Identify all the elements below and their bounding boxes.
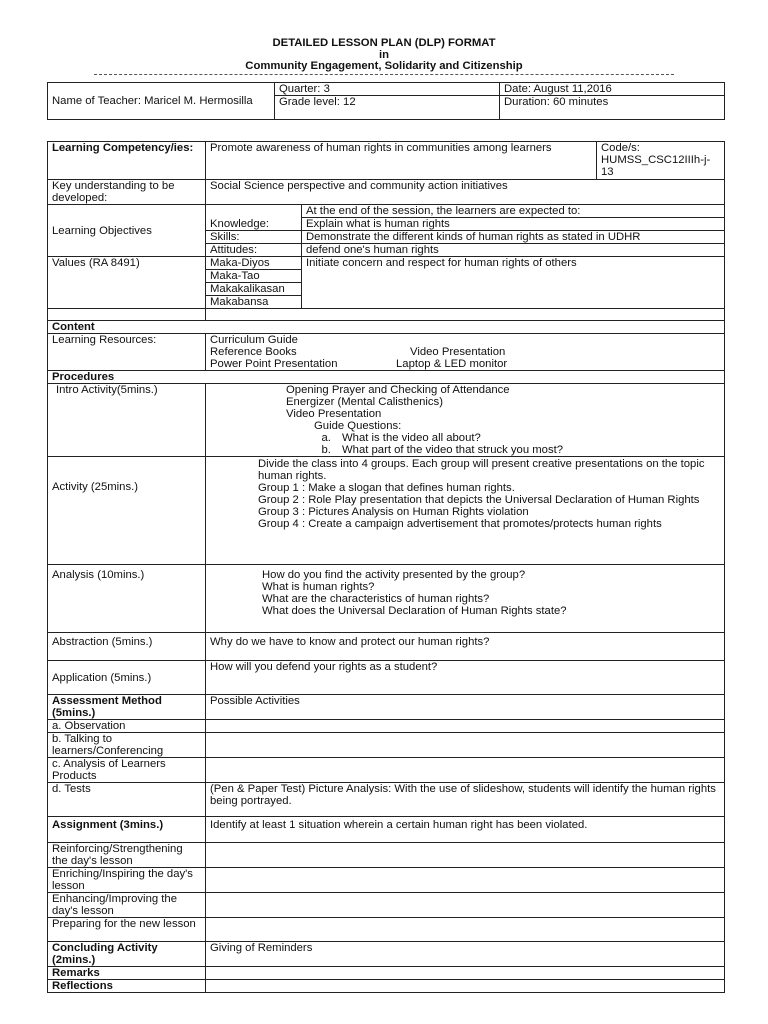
objectives-intro: At the end of the session, the learners are expected to: — [302, 205, 725, 218]
value-item: Makabansa — [206, 296, 302, 309]
assignment-label: Assignment (3mins.) — [48, 817, 206, 843]
attitudes-text: defend one's human rights — [302, 244, 725, 257]
intro-content — [206, 384, 725, 457]
reinforcing-label: Reinforcing/Strengthening the day's lesson — [48, 843, 206, 868]
values-text: Initiate concern and respect for human rights of others — [302, 257, 725, 309]
assessment-tests: d. Tests — [48, 783, 206, 817]
lesson-plan-table — [47, 141, 725, 993]
activity-line: Group 1 : Make a slogan that defines human rights. — [258, 482, 515, 494]
value-item: Makakalikasan — [206, 283, 302, 296]
code-value: HUMSS_CSC12IIIh-j-13 — [601, 154, 711, 178]
analysis-label: Analysis (10mins.) — [48, 565, 206, 633]
blank-cell — [206, 309, 725, 321]
knowledge-label: Knowledge: — [206, 218, 302, 231]
grade-level: Grade level: 12 — [275, 96, 500, 120]
blank-cell — [206, 733, 725, 758]
guide-question: b. What part of the video that struck you most? — [334, 444, 720, 456]
enhancing-label: Enhancing/Improving the day's lesson — [48, 893, 206, 918]
intro-label: Intro Activity(5mins.) — [48, 384, 206, 457]
abstraction-text: Why do we have to know and protect our human rights? — [206, 633, 725, 661]
dashed-divider — [94, 74, 674, 75]
key-understanding-text: Social Science perspective and community action initiatives — [206, 180, 725, 205]
values-label: Values (RA 8491) — [48, 257, 206, 309]
assessment-observation: a. Observation — [48, 720, 206, 733]
resource-row — [210, 358, 720, 370]
blank-cell — [206, 967, 725, 980]
procedures-heading: Procedures — [48, 371, 725, 384]
date: Date: August 11,2016 — [500, 83, 725, 96]
analysis-question: What is human rights? — [262, 581, 375, 593]
intro-line: Guide Questions: — [314, 420, 402, 432]
activity-line: Group 4 : Create a campaign advertisement that promotes/protects human rights — [258, 518, 662, 530]
preparing-label: Preparing for the new lesson — [48, 918, 206, 942]
assessment-analysis: c. Analysis of Learners Products — [48, 758, 206, 783]
activity-line: Divide the class into 4 groups. Each group will present creative presentations on the topic human rights. — [258, 458, 705, 482]
content-heading: Content — [48, 321, 725, 334]
attitudes-label: Attitudes: — [206, 244, 302, 257]
code-label: Code/s: — [601, 142, 640, 154]
value-item: Maka-Tao — [206, 270, 302, 283]
skills-text: Demonstrate the different kinds of human rights as stated in UDHR — [302, 231, 725, 244]
analysis-question: What does the Universal Declaration of Human Rights state? — [262, 605, 567, 617]
resource-item: Curriculum Guide — [210, 334, 298, 346]
resource-item: Power Point Presentation — [210, 358, 338, 370]
enriching-label: Enriching/Inspiring the day's lesson — [48, 868, 206, 893]
value-item: Maka-Diyos — [206, 257, 302, 270]
reflections-label: Reflections — [48, 980, 206, 993]
intro-line: Energizer (Mental Calisthenics) — [286, 396, 443, 408]
resource-item: Video Presentation — [410, 346, 506, 358]
blank-cell — [206, 868, 725, 893]
resources-text — [206, 334, 725, 371]
activity-line: Group 2 : Role Play presentation that depicts the Universal Declaration of Human Rights — [258, 494, 700, 506]
assessment-text: Possible Activities — [206, 695, 725, 720]
duration: Duration: 60 minutes — [500, 96, 725, 120]
blank-cell — [206, 893, 725, 918]
competency-code — [597, 142, 725, 180]
doc-subject: Community Engagement, Solidarity and Citizenship — [245, 60, 523, 72]
resource-item: Laptop & LED monitor — [396, 358, 508, 370]
competency-text: Promote awareness of human rights in communities among learners — [206, 142, 597, 180]
activity-content — [206, 457, 725, 565]
activity-label — [48, 457, 206, 565]
knowledge-text: Explain what is human rights — [302, 218, 725, 231]
analysis-question: What are the characteristics of human rights? — [262, 593, 490, 605]
resources-label: Learning Resources: — [48, 334, 206, 371]
guide-questions — [286, 432, 720, 456]
blank-cell — [206, 843, 725, 868]
quarter: Quarter: 3 — [275, 83, 500, 96]
teacher-info-table — [47, 82, 725, 120]
activity-label-text: Activity (25mins.) — [52, 480, 138, 493]
teacher-name: Name of Teacher: Maricel M. Hermosilla — [48, 83, 275, 120]
tests-text: (Pen & Paper Test) Picture Analysis: With the use of slideshow, students will identify the human rights being portrayed. — [206, 783, 725, 817]
objectives-spacer — [206, 205, 302, 218]
application-text: How will you defend your rights as a student? — [206, 661, 725, 695]
resource-row — [210, 346, 720, 358]
intro-line: Video Presentation — [286, 408, 382, 420]
assessment-talking: b. Talking to learners/Conferencing — [48, 733, 206, 758]
intro-line: Opening Prayer and Checking of Attendance — [286, 384, 510, 396]
assessment-label: Assessment Method (5mins.) — [48, 695, 206, 720]
guide-question: a. What is the video all about? — [334, 432, 720, 444]
analysis-content — [206, 565, 725, 633]
doc-title: DETAILED LESSON PLAN (DLP) FORMAT — [272, 37, 496, 49]
blank-cell — [48, 309, 206, 321]
blank-cell — [206, 720, 725, 733]
application-label: Application (5mins.) — [48, 661, 206, 695]
blank-cell — [206, 918, 725, 942]
concluding-text: Giving of Reminders — [206, 942, 725, 967]
blank-cell — [206, 980, 725, 993]
doc-title-in: in — [378, 49, 390, 61]
blank-cell — [206, 758, 725, 783]
resource-item: Reference Books — [210, 346, 297, 358]
key-understanding-label: Key understanding to be developed: — [48, 180, 206, 205]
concluding-label: Concluding Activity (2mins.) — [48, 942, 206, 967]
skills-label: Skills: — [206, 231, 302, 244]
objectives-label: Learning Objectives — [48, 205, 206, 257]
remarks-label: Remarks — [48, 967, 206, 980]
activity-line: Group 3 : Pictures Analysis on Human Rights violation — [258, 506, 529, 518]
abstraction-label: Abstraction (5mins.) — [48, 633, 206, 661]
analysis-question: How do you find the activity presented by the group? — [262, 569, 526, 581]
competency-label: Learning Competency/ies: — [48, 142, 206, 180]
assignment-text: Identify at least 1 situation wherein a certain human right has been violated. — [206, 817, 725, 843]
